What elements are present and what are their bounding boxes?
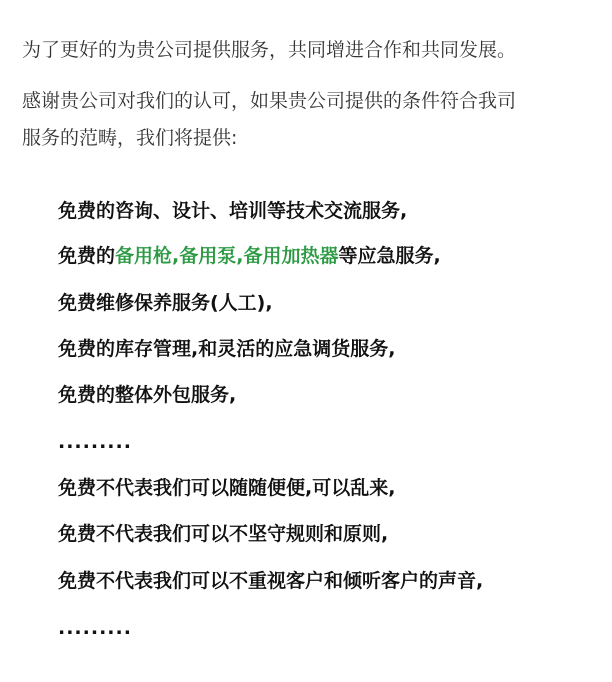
statement-line-2: 免费不代表我们可以不坚守规则和原则, — [58, 523, 389, 545]
service-item-outsourcing: 免费的整体外包服务, — [58, 384, 237, 406]
intro-paragraph-line-3: 服务的范畴，我们将提供: — [22, 127, 238, 149]
intro-paragraph-line-2: 感谢贵公司对我们的认可，如果贵公司提供的条件符合我司 — [22, 90, 517, 112]
service-item-inventory: 免费的库存管理,和灵活的应急调货服务, — [58, 338, 396, 360]
service-item-emergency-suffix: 等应急服务, — [338, 245, 441, 267]
ellipsis-line-2: ......... — [58, 617, 132, 639]
service-item-emergency-prefix: 免费的 — [58, 245, 116, 267]
statement-line-1: 免费不代表我们可以随随便便,可以乱来, — [58, 477, 396, 499]
service-item-consulting: 免费的咨询、设计、培训等技术交流服务, — [58, 200, 408, 222]
statement-line-3: 免费不代表我们可以不重视客户和倾听客户的声音, — [58, 570, 484, 592]
service-item-emergency — [58, 243, 441, 269]
service-item-emergency-highlight: 备用枪,备用泵,备用加热器 — [115, 245, 339, 267]
ellipsis-line-1: ......... — [58, 431, 132, 453]
intro-paragraph-line-1: 为了更好的为贵公司提供服务，共同增进合作和共同发展。 — [22, 39, 517, 61]
service-item-maintenance: 免费维修保养服务(人工), — [58, 292, 273, 314]
